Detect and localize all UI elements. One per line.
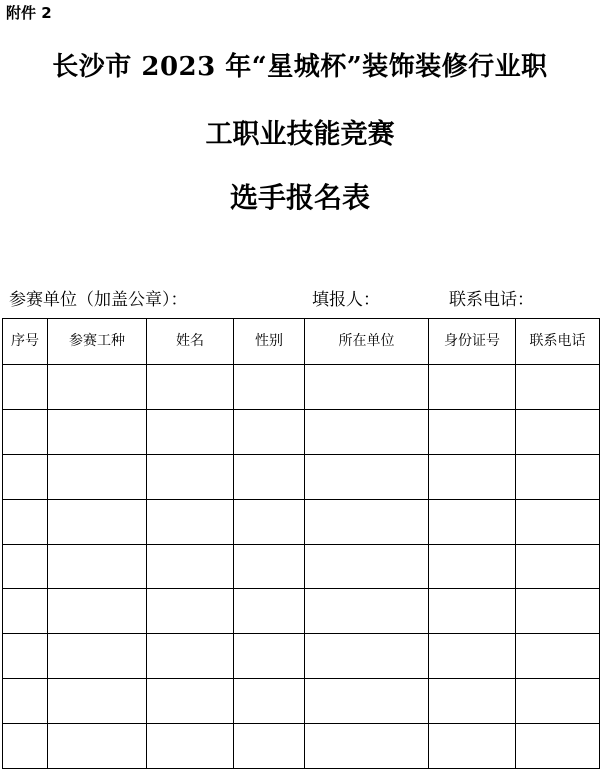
table-cell [234, 679, 305, 724]
registration-table [2, 318, 600, 769]
table-row [3, 409, 600, 454]
table-cell [234, 454, 305, 499]
table-cell [48, 544, 147, 589]
table-cell [305, 589, 429, 634]
table-cell [3, 634, 48, 679]
table-row [3, 454, 600, 499]
table-row [3, 724, 600, 769]
table-cell [48, 724, 147, 769]
table-cell [3, 679, 48, 724]
table-cell [147, 544, 234, 589]
table-cell [516, 589, 600, 634]
title-line-2: 工职业技能竞赛 [205, 119, 395, 150]
table-cell [3, 724, 48, 769]
table-cell [429, 365, 516, 410]
table-cell [516, 544, 600, 589]
header-unit: 所在单位 [305, 319, 429, 365]
table-row [3, 544, 600, 589]
header-seq: 序号 [3, 319, 48, 365]
table-row [3, 634, 600, 679]
table-cell [3, 365, 48, 410]
table-cell [429, 409, 516, 454]
table-cell [48, 365, 147, 410]
table-cell [516, 724, 600, 769]
header-gender: 性别 [234, 319, 305, 365]
table-cell [234, 544, 305, 589]
table-cell [305, 724, 429, 769]
table-cell [305, 365, 429, 410]
table-row [3, 589, 600, 634]
table-cell [516, 679, 600, 724]
table-cell [48, 499, 147, 544]
filler-field-label: 填报人： [312, 290, 380, 310]
table-cell [3, 409, 48, 454]
table-cell [516, 365, 600, 410]
table-cell [429, 634, 516, 679]
table-row [3, 499, 600, 544]
table-row [3, 679, 600, 724]
table-cell [305, 454, 429, 499]
table-cell [516, 499, 600, 544]
table-cell [516, 634, 600, 679]
form-fields [0, 285, 600, 310]
table-cell [234, 724, 305, 769]
title-line-3: 选手报名表 [229, 181, 370, 214]
header-work-type: 参赛工种 [48, 319, 147, 365]
table-cell [3, 544, 48, 589]
table-cell [48, 589, 147, 634]
unit-field-label: 参赛单位（加盖公章）： [9, 290, 188, 310]
table-cell [147, 679, 234, 724]
table-cell [516, 409, 600, 454]
table-cell [234, 499, 305, 544]
table-cell [516, 454, 600, 499]
table-cell [234, 634, 305, 679]
table-cell [147, 365, 234, 410]
table-cell [429, 499, 516, 544]
table-cell [305, 499, 429, 544]
table-cell [3, 499, 48, 544]
table-body [3, 365, 600, 769]
table-row [3, 365, 600, 410]
table-cell [48, 409, 147, 454]
table-cell [48, 454, 147, 499]
phone-field-label: 联系电话： [449, 290, 534, 310]
header-phone: 联系电话 [516, 319, 600, 365]
table-cell [147, 454, 234, 499]
title-line-1: 长沙市 2023 年“星城杯”装饰装修行业职 [52, 52, 548, 82]
attachment-label: 附件 2 [6, 4, 52, 22]
table-cell [429, 589, 516, 634]
table-cell [429, 454, 516, 499]
header-name: 姓名 [147, 319, 234, 365]
table-cell [429, 724, 516, 769]
table-cell [429, 544, 516, 589]
table-cell [305, 409, 429, 454]
table-header-row [3, 319, 600, 365]
table-cell [3, 589, 48, 634]
table-cell [147, 724, 234, 769]
table-cell [147, 409, 234, 454]
table-cell [429, 679, 516, 724]
table-cell [147, 589, 234, 634]
table-cell [234, 589, 305, 634]
table-cell [147, 634, 234, 679]
table-cell [147, 499, 234, 544]
table-cell [305, 544, 429, 589]
header-id-number: 身份证号 [429, 319, 516, 365]
table-cell [3, 454, 48, 499]
table-cell [48, 634, 147, 679]
table-cell [234, 365, 305, 410]
table-cell [48, 679, 147, 724]
table-cell [305, 634, 429, 679]
table-cell [305, 679, 429, 724]
table-cell [234, 409, 305, 454]
